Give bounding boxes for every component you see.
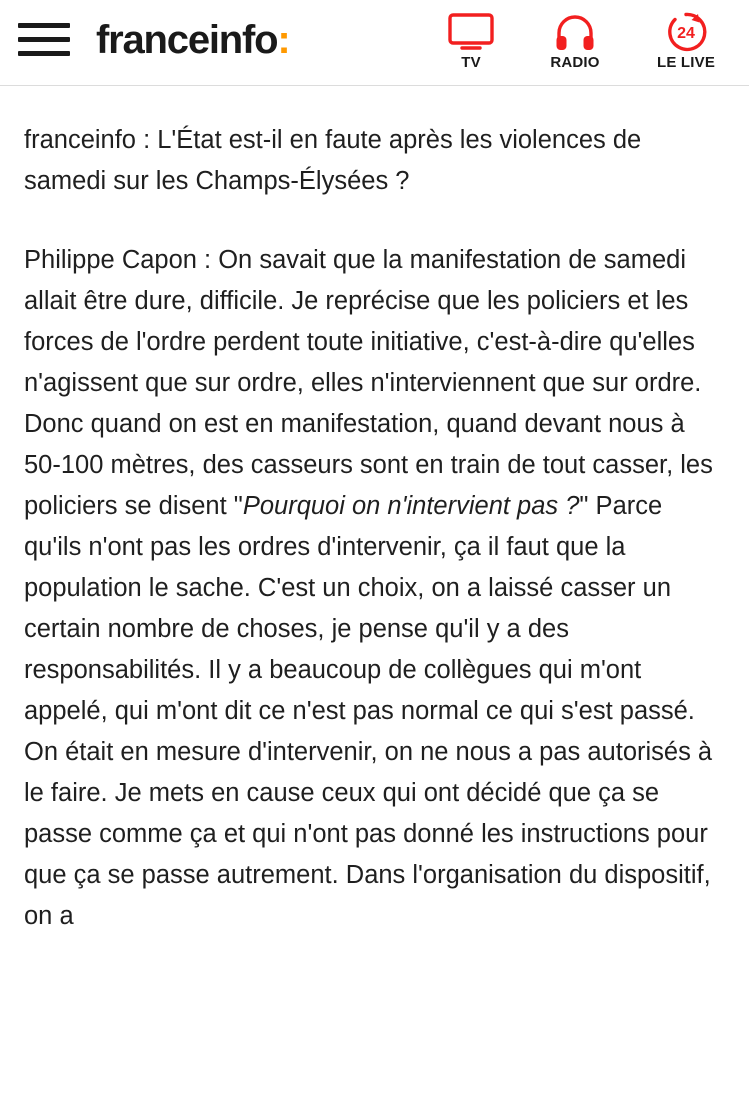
hamburger-bar — [18, 51, 70, 56]
nav-item-tv[interactable] — [433, 12, 509, 71]
article-body — [0, 86, 749, 937]
site-logo-text: franceinfo — [96, 17, 278, 62]
nav-item-radio-label: RADIO — [550, 54, 600, 71]
svg-text:24: 24 — [677, 25, 695, 42]
header-nav — [433, 12, 731, 73]
answer-text-part-1: Philippe Capon : On savait que la manifestation de samedi allait être dure, difficile. Je reprécise que les policiers et les forces de l'ordre perdent toute initiative, c'est-à-dire qu'elles n'agissent que sur ordre, elles n'interviennent que sur ordre. Donc quand on est en manifestation, quand devant nous à 50-100 mètres, des casseurs sont en train de tout casser, les policiers se disent " — [24, 246, 713, 520]
hamburger-bar — [18, 37, 70, 42]
site-logo[interactable] — [96, 17, 290, 62]
nav-item-live-label: LE LIVE — [656, 54, 716, 71]
site-header — [0, 0, 749, 86]
hamburger-menu-icon[interactable] — [18, 20, 70, 60]
headphones-icon — [555, 12, 595, 52]
nav-item-tv-label: TV — [461, 54, 481, 71]
answer-text-part-2: " Parce qu'ils n'ont pas les ordres d'intervenir, ça il faut que la population le sache. C'est un choix, on a laissé casser un certain nombre de choses, je pense qu'il y a des responsabilités. Il y a beaucoup de collègues qui m'ont appelé, qui m'ont dit ce n'est pas normal ce qui s'est passé. On était en mesure d'intervenir, on ne nous a pas autorisés à le faire. Je mets en cause ceux qui ont décidé que ça se passe comme ça et qui n'ont pas donné les instructions pour que ça se passe autrement. Dans l'organisation du dispositif, on a — [24, 492, 713, 930]
nav-item-radio[interactable] — [537, 12, 613, 71]
hamburger-bar — [18, 23, 70, 28]
site-logo-dots: : — [277, 17, 290, 62]
interview-answer — [24, 240, 725, 937]
tv-icon — [448, 12, 494, 52]
nav-item-live[interactable] — [641, 12, 731, 71]
interview-question: franceinfo : L'État est-il en faute après les violences de samedi sur les Champs-Élysées ? — [24, 126, 642, 195]
live-24-icon — [665, 12, 707, 52]
answer-quoted-text: Pourquoi on n'intervient pas ? — [242, 492, 580, 520]
